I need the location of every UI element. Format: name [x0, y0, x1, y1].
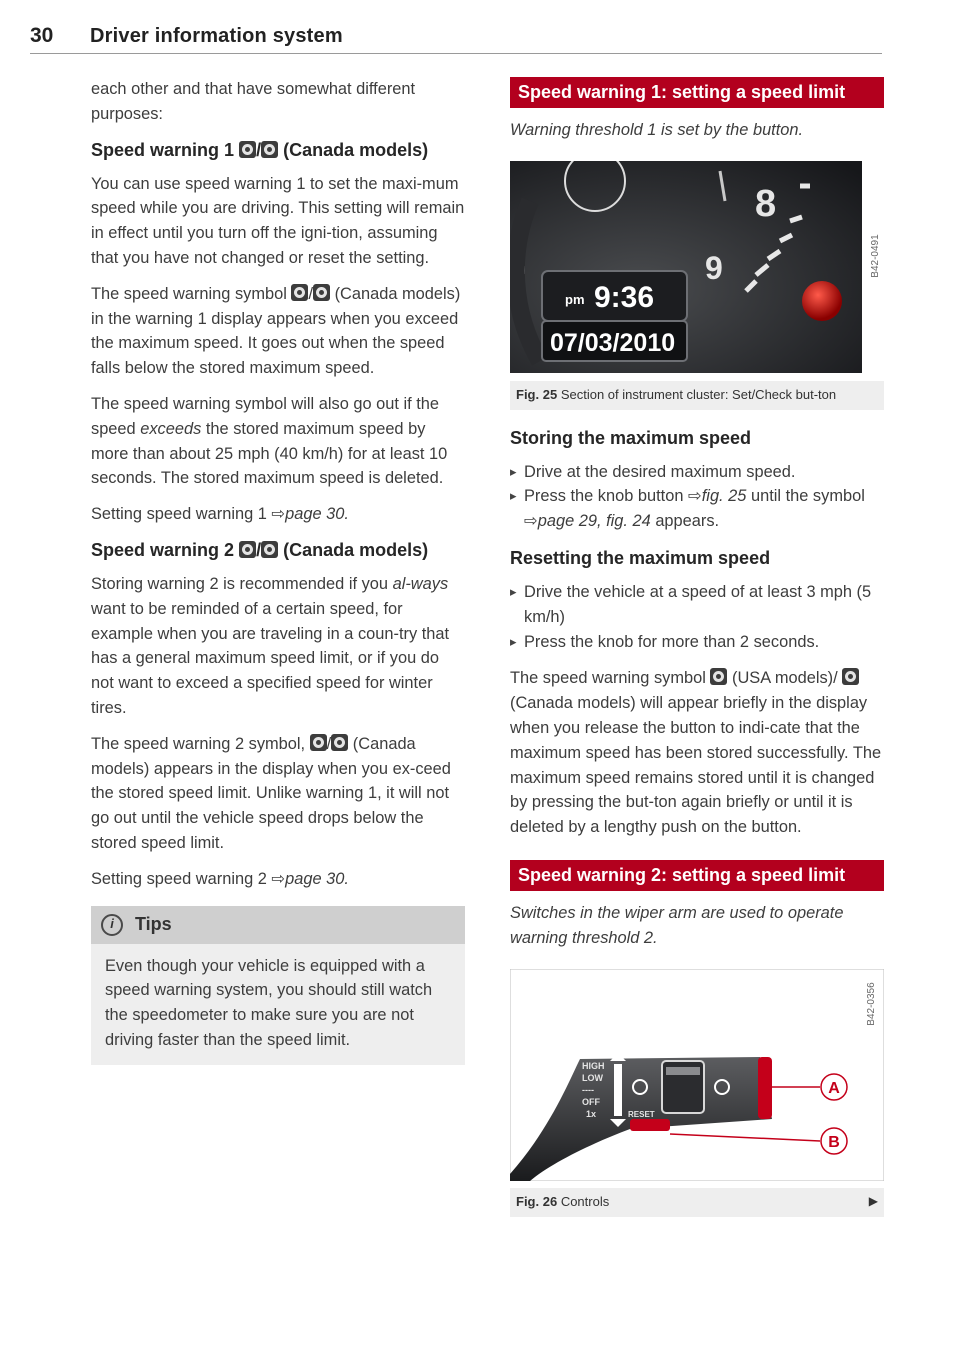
label-interval: ---- — [582, 1084, 594, 1095]
label-1x: 1x — [586, 1108, 597, 1119]
speed-warning-kmh-icon — [313, 284, 330, 301]
speed-warning-mph-icon — [239, 141, 256, 158]
section-banner-speed-warning-2: Speed warning 2: setting a speed limit — [510, 860, 884, 891]
sw1-setting-link[interactable]: Setting speed warning 1 ⇨page 30. — [91, 505, 349, 524]
resetting-heading: Resetting the maximum speed — [510, 547, 771, 568]
resetting-step-1: ▸ Drive the vehicle at a speed of at least 3 mph (5 km/h) — [510, 580, 884, 630]
speed-warning-kmh-icon — [261, 141, 278, 158]
storing-steps — [510, 460, 884, 534]
speed-warning-mph-icon — [239, 541, 256, 558]
tips-header — [91, 906, 465, 944]
label-low: LOW — [582, 1072, 603, 1083]
sw2-paragraph-1: Storing warning 2 is recommended if you al-ways want to be reminded of a certain speed, for example when you are traveling in a coun-try that has a general maximum speed limit, or if you do not want to exceed a specified speed for winter tires. — [91, 574, 450, 717]
callout-b: B — [828, 1133, 840, 1151]
speed-warning-mph-icon — [310, 734, 327, 751]
scale-label-8: 8 — [755, 182, 777, 225]
callout-a: A — [828, 1079, 840, 1097]
figure-26 — [510, 969, 884, 1218]
running-title: Driver information system — [90, 25, 343, 47]
sw2-setting-link[interactable]: Setting speed warning 2 ⇨page 30. — [91, 869, 349, 888]
sw1-paragraph-3: The speed warning symbol will also go out if the speed exceeds the stored maximum speed by more than about 25 mph (40 km/h) for at least 10 seconds. The stored maximum speed is deleted. — [91, 394, 448, 488]
label-reset: RESET — [628, 1109, 655, 1119]
storing-heading: Storing the maximum speed — [510, 427, 752, 448]
page-29-link[interactable]: page 29, fig. 24 — [537, 512, 651, 531]
section-banner-speed-warning-1: Speed warning 1: setting a speed limit — [510, 77, 884, 108]
speed-warning-1-heading: Speed warning 1 / (Canada models) — [91, 139, 429, 160]
left-column — [91, 77, 465, 1065]
figure-26-caption: Fig. 26 Controls ▶ — [510, 1188, 884, 1217]
continue-arrow-icon: ▶ — [868, 1194, 878, 1209]
right-column — [510, 77, 884, 1233]
clock-ampm: pm — [565, 291, 585, 307]
figure-25-caption: Fig. 25 Section of instrument cluster: Set/Check but-ton — [510, 381, 884, 410]
storing-step-2: ▸ Press the knob button ⇨fig. 25 until the symbol ⇨page 29, fig. 24 appears. — [510, 484, 884, 534]
scale-label-9: 9 — [705, 249, 723, 286]
fig-25-link[interactable]: fig. 25 — [701, 487, 747, 506]
sw1-paragraph-1: You can use speed warning 1 to set the maxi-mum speed while you are driving. This setting will remain in effect until you turn off the igni-tion, assuming that you have not changed or reset the setting. — [91, 174, 465, 267]
speed-warning-mph-icon — [291, 284, 308, 301]
resetting-step-2: ▸ Press the knob for more than 2 seconds. — [510, 630, 884, 655]
intro-paragraph: each other and that have somewhat different purposes: — [91, 80, 416, 123]
section-intro-2: Switches in the wiper arm are used to operate warning threshold 2. — [510, 903, 844, 947]
speed-warning-kmh-icon — [261, 541, 278, 558]
wiper-arm-controls-illustration — [510, 969, 884, 1181]
section-intro-1: Warning threshold 1 is set by the button. — [510, 121, 804, 139]
set-check-button-knob — [802, 281, 842, 321]
tips-text: Even though your vehicle is equipped with a speed warning system, you should still watch the speedometer to make sure you are not driving faster than the speed limit. — [105, 956, 433, 1049]
info-icon: i — [101, 914, 123, 936]
sw2-paragraph-2: The speed warning 2 symbol, / (Canada models) appears in the display when you ex-ceed the stored speed limit. Unlike warning 1, it will not go out until the vehicle speed drops below the stored speed limit. — [91, 734, 451, 852]
speed-warning-kmh-icon — [842, 668, 859, 685]
tips-box — [91, 906, 465, 1065]
tips-title: Tips — [135, 914, 172, 935]
reset-paragraph: The speed warning symbol (USA models)/ (Canada models) will appear briefly in the display when you release the button to indi-cate that the maximum speed has been stored successfully. The maximum speed remains stored until it is changed by pressing the but-ton again briefly or until it is deleted by a lengthy push on the button. — [510, 669, 882, 837]
resetting-steps — [510, 580, 884, 654]
label-high: HIGH — [582, 1060, 605, 1071]
speed-warning-2-heading: Speed warning 2 / (Canada models) — [91, 539, 429, 560]
speed-warning-kmh-icon — [331, 734, 348, 751]
page-number: 30 — [30, 24, 54, 47]
clock-date: 07/03/2010 — [550, 328, 676, 357]
storing-step-1: ▸ Drive at the desired maximum speed. — [510, 460, 884, 485]
sw1-paragraph-2: The speed warning symbol / (Canada models) in the warning 1 display appears when you exceed the maximum speed. It goes out when the speed falls below the stored maximum speed. — [91, 284, 461, 378]
page-header — [30, 24, 882, 54]
label-off: OFF — [582, 1096, 600, 1107]
speed-warning-mph-icon — [710, 668, 727, 685]
figure-code: B42-0491 — [870, 234, 881, 278]
instrument-cluster-illustration — [510, 161, 884, 373]
figure-code: B42-0356 — [866, 981, 877, 1026]
figure-25 — [510, 161, 884, 410]
clock-time: 9:36 — [594, 280, 655, 314]
